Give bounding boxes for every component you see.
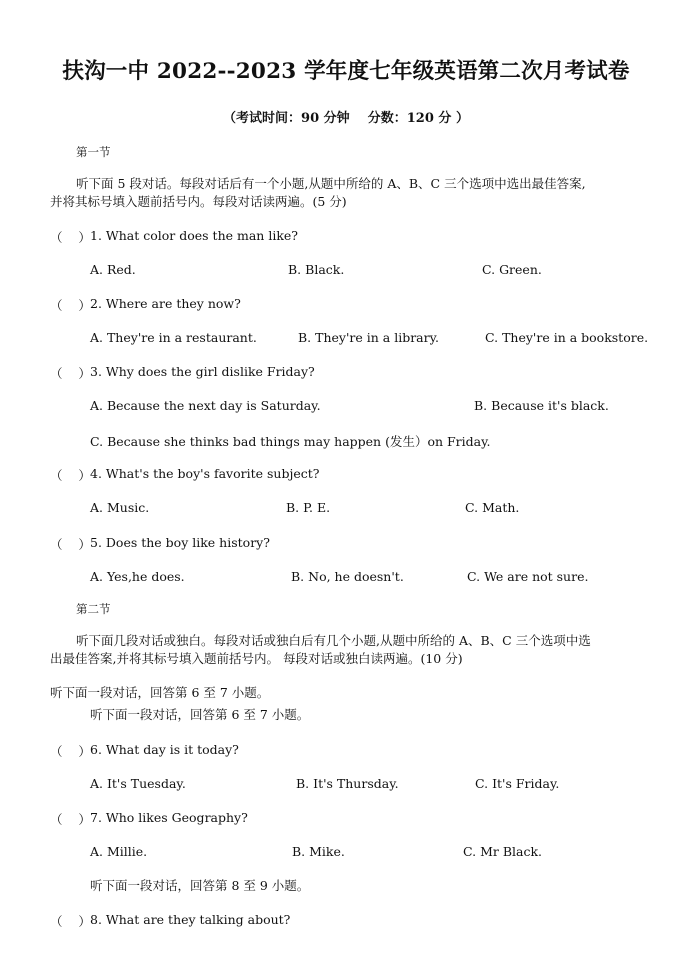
q2-option-c: C. They're in a bookstore. [485, 330, 649, 345]
q4-option-a: A. Music. [90, 500, 150, 515]
exam-title: 扶沟一中 2022--2023 学年度七年级英语第二次月考试卷 [62, 59, 630, 84]
question-3: 3. Why does the girl dislike Friday? [90, 364, 315, 379]
section2-instructions-line2: 出最佳答案,并将其标号填入题前括号内。 每段对话或独白读两遍。(10 分) [50, 651, 463, 666]
answer-bracket: （ ） [50, 230, 91, 245]
listening-note: 听下面一段对话，回答第 8 至 9 小题。 [90, 878, 310, 893]
q2-option-a: A. They're in a restaurant. [90, 330, 257, 345]
q3-option-a: A. Because the next day is Saturday. [90, 398, 321, 413]
question-8: 8. What are they talking about? [90, 912, 291, 927]
answer-bracket: （ ） [50, 298, 91, 313]
q5-option-b: B. No, he doesn't. [291, 569, 404, 584]
answer-bracket: （ ） [50, 468, 91, 483]
answer-bracket: （ ） [50, 812, 91, 827]
section1-instructions-line1: 听下面 5 段对话。每段对话后有一个小题,从题中所给的 A、B、C 三个选项中选出最佳答案, [76, 176, 586, 191]
q4-option-c: C. Math. [465, 500, 520, 515]
q7-option-a: A. Millie. [90, 844, 148, 859]
q6-option-c: C. It's Friday. [475, 776, 560, 791]
q6-option-a: A. It's Tuesday. [90, 776, 186, 791]
question-6: 6. What day is it today? [90, 742, 239, 757]
question-7: 7. Who likes Geography? [90, 810, 248, 825]
q1-option-b: B. Black. [288, 262, 345, 277]
q1-option-a: A. Red. [90, 262, 136, 277]
q6-option-b: B. It's Thursday. [296, 776, 399, 791]
answer-bracket: （ ） [50, 366, 91, 381]
q4-option-b: B. P. E. [286, 500, 331, 515]
q5-option-c: C. We are not sure. [467, 569, 589, 584]
answer-bracket: （ ） [50, 914, 91, 929]
exam-subtitle: （考试时间：90 分钟 分数：120 分 ） [223, 111, 469, 126]
q7-option-c: C. Mr Black. [463, 844, 542, 859]
question-1: 1. What color does the man like? [90, 228, 299, 243]
q2-option-b: B. They're in a library. [298, 330, 439, 345]
q1-option-c: C. Green. [482, 262, 542, 277]
q3-option-c: C. Because she thinks bad things may happen (发生）on Friday. [90, 434, 491, 449]
question-2: 2. Where are they now? [90, 296, 241, 311]
section2-heading: 第二节 [76, 602, 111, 616]
q3-option-b: B. Because it's black. [474, 398, 609, 413]
listening-note: 听下面一段对话，回答第 6 至 7 小题。 [50, 685, 270, 700]
section1-heading: 第一节 [76, 145, 111, 159]
q7-option-b: B. Mike. [292, 844, 345, 859]
q5-option-a: A. Yes,he does. [90, 569, 185, 584]
listening-note: 听下面一段对话，回答第 6 至 7 小题。 [90, 707, 310, 722]
section2-instructions-line1: 听下面几段对话或独白。每段对话或独白后有几个小题,从题中所给的 A、B、C 三个选项中选 [76, 633, 591, 648]
section1-instructions-line2: 并将其标号填入题前括号内。每段对话读两遍。(5 分) [50, 194, 347, 209]
question-4: 4. What's the boy's favorite subject? [90, 466, 320, 481]
question-5: 5. Does the boy like history? [90, 535, 270, 550]
answer-bracket: （ ） [50, 537, 91, 552]
answer-bracket: （ ） [50, 744, 91, 759]
